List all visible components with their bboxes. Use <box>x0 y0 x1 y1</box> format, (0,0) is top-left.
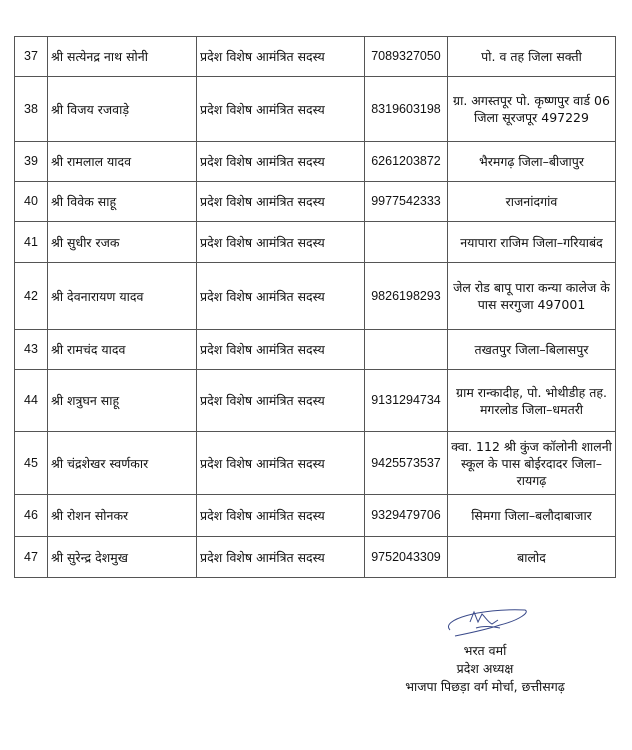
table-row <box>15 222 616 263</box>
serial-number-cell: 45 <box>15 432 48 495</box>
phone-cell: 9826198293 <box>365 263 448 330</box>
address-cell: पो. व तह जिला सक्ती <box>448 37 616 77</box>
address-cell: नयापारा राजिम जिला–गरियाबंद <box>448 222 616 263</box>
serial-number-cell: 43 <box>15 330 48 370</box>
address-cell: ग्रा. अगस्तपूर पो. कृष्णपुर वार्ड 06 जिला सूरजपूर 497229 <box>448 77 616 142</box>
member-name-cell: श्री चंद्रशेखर स्वर्णकार <box>48 432 197 495</box>
serial-number-cell: 42 <box>15 263 48 330</box>
table-row <box>15 77 616 142</box>
table-row <box>15 37 616 77</box>
members-table-body <box>15 37 616 578</box>
serial-number-cell: 38 <box>15 77 48 142</box>
phone-cell: 9752043309 <box>365 537 448 578</box>
serial-number-cell: 39 <box>15 142 48 182</box>
address-cell: बालोद <box>448 537 616 578</box>
phone-cell: 9131294734 <box>365 370 448 432</box>
address-cell: सिमगा जिला–बलौदाबाजार <box>448 495 616 537</box>
table-row <box>15 330 616 370</box>
phone-cell: 6261203872 <box>365 142 448 182</box>
post-cell: प्रदेश विशेष आमंत्रित सदस्य <box>197 182 365 222</box>
address-cell: क्वा. 112 श्री कुंज कॉलोनी शालनी स्कूल के पास बोईरदादर जिला–रायगढ़ <box>448 432 616 495</box>
post-cell: प्रदेश विशेष आमंत्रित सदस्य <box>197 330 365 370</box>
member-name-cell: श्री सुरेन्द्र देशमुख <box>48 537 197 578</box>
address-cell: ग्राम रान्कादीह, पो. भोथीडीह तह. मगरलोड जिला–धमतरी <box>448 370 616 432</box>
serial-number-cell: 47 <box>15 537 48 578</box>
address-cell: भैरमगढ़ जिला–बीजापुर <box>448 142 616 182</box>
member-name-cell: श्री रामचंद यादव <box>48 330 197 370</box>
phone-cell <box>365 330 448 370</box>
member-name-cell: श्री देवनारायण यादव <box>48 263 197 330</box>
serial-number-cell: 40 <box>15 182 48 222</box>
member-name-cell: श्री विवेक साहू <box>48 182 197 222</box>
post-cell: प्रदेश विशेष आमंत्रित सदस्य <box>197 263 365 330</box>
post-cell: प्रदेश विशेष आमंत्रित सदस्य <box>197 142 365 182</box>
post-cell: प्रदेश विशेष आमंत्रित सदस्य <box>197 495 365 537</box>
member-name-cell: श्री शत्रुघन साहू <box>48 370 197 432</box>
serial-number-cell: 44 <box>15 370 48 432</box>
phone-cell: 7089327050 <box>365 37 448 77</box>
member-name-cell: श्री विजय रजवाड़े <box>48 77 197 142</box>
table-row <box>15 182 616 222</box>
address-cell: राजनांदगांव <box>448 182 616 222</box>
member-name-cell: श्री रोशन सोनकर <box>48 495 197 537</box>
table-row <box>15 370 616 432</box>
table-row <box>15 142 616 182</box>
member-name-cell: श्री सुधीर रजक <box>48 222 197 263</box>
serial-number-cell: 46 <box>15 495 48 537</box>
post-cell: प्रदेश विशेष आमंत्रित सदस्य <box>197 370 365 432</box>
serial-number-cell: 37 <box>15 37 48 77</box>
phone-cell: 9977542333 <box>365 182 448 222</box>
table-row <box>15 537 616 578</box>
phone-cell: 9425573537 <box>365 432 448 495</box>
member-name-cell: श्री रामलाल यादव <box>48 142 197 182</box>
member-name-cell: श्री सत्येनद्र नाथ सोनी <box>48 37 197 77</box>
signatory-designation: प्रदेश अध्यक्ष <box>456 661 514 676</box>
post-cell: प्रदेश विशेष आमंत्रित सदस्य <box>197 77 365 142</box>
signatory-organization: भाजपा पिछड़ा वर्ग मोर्चा, छत्तीसगढ़ <box>405 679 565 694</box>
phone-cell: 9329479706 <box>365 495 448 537</box>
address-cell: तखतपुर जिला–बिलासपुर <box>448 330 616 370</box>
table-row <box>15 432 616 495</box>
members-table <box>14 36 616 578</box>
table-row <box>15 495 616 537</box>
table-row <box>15 263 616 330</box>
post-cell: प्रदेश विशेष आमंत्रित सदस्य <box>197 537 365 578</box>
address-cell: जेल रोड बापू पारा कन्या कालेज के पास सरगुजा 497001 <box>448 263 616 330</box>
signature-scribble-icon <box>430 600 540 642</box>
phone-cell: 8319603198 <box>365 77 448 142</box>
post-cell: प्रदेश विशेष आमंत्रित सदस्य <box>197 432 365 495</box>
signatory-name: भरत वर्मा <box>463 643 507 658</box>
post-cell: प्रदेश विशेष आमंत्रित सदस्य <box>197 37 365 77</box>
phone-cell <box>365 222 448 263</box>
post-cell: प्रदेश विशेष आमंत्रित सदस्य <box>197 222 365 263</box>
serial-number-cell: 41 <box>15 222 48 263</box>
signature-block <box>380 600 590 696</box>
